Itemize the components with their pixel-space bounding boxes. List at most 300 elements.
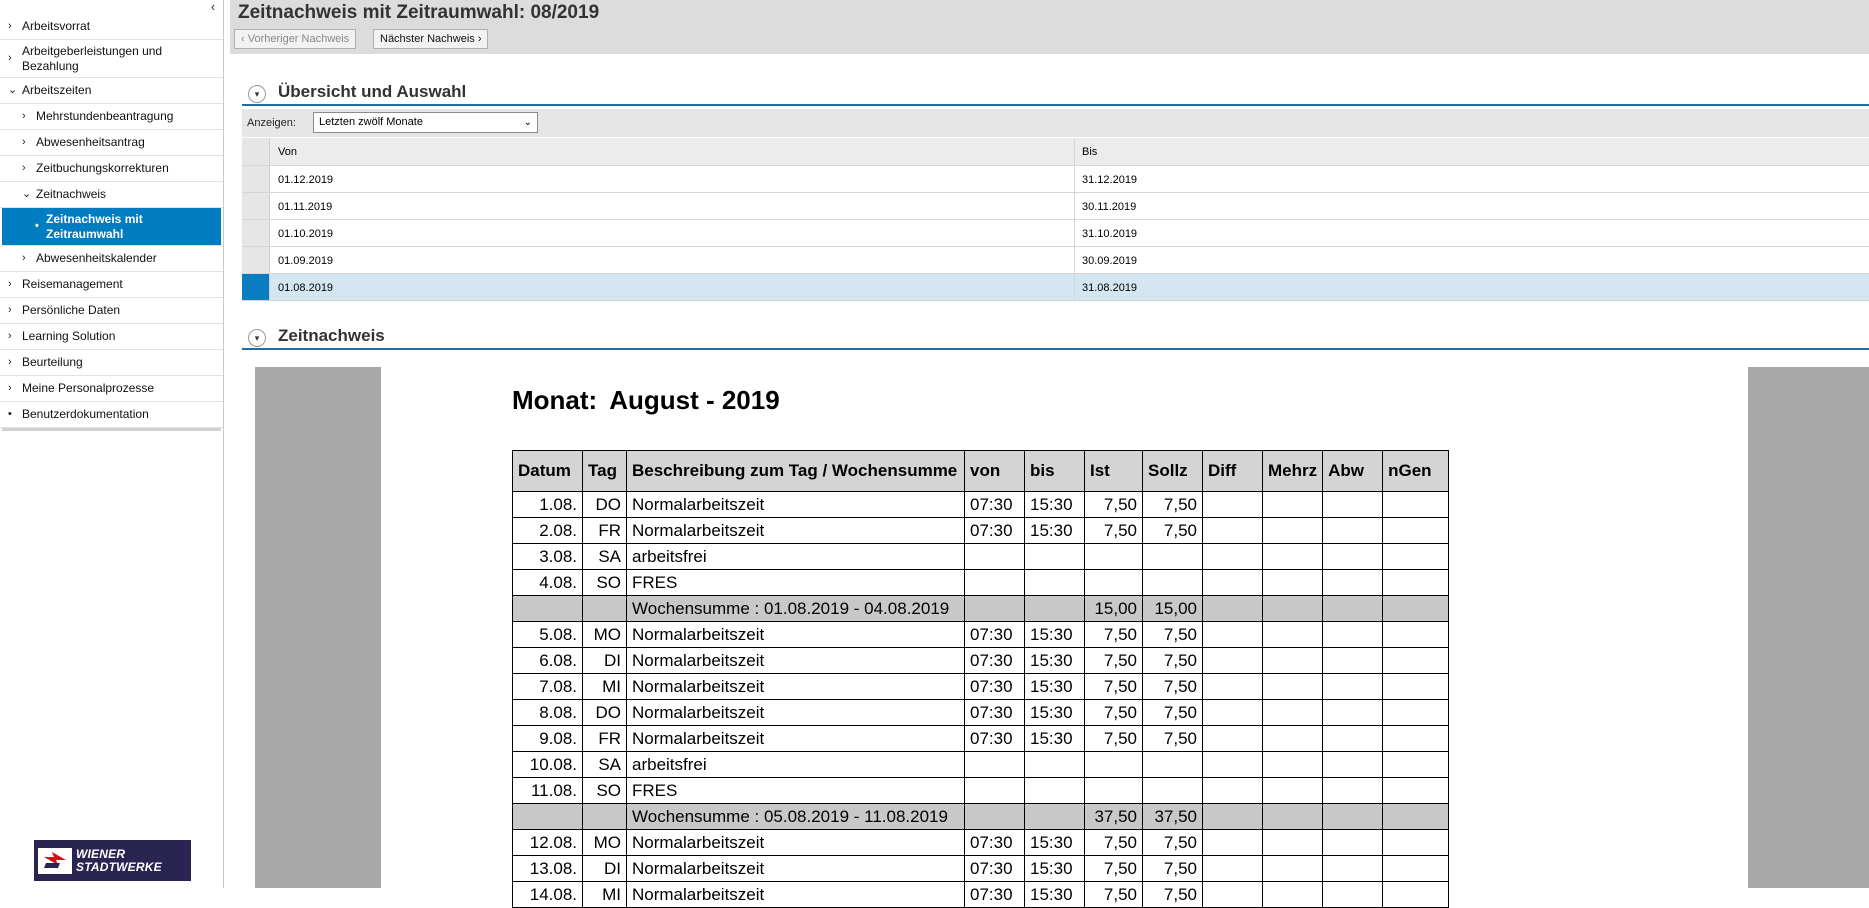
- cell-ist: 15,00: [1085, 596, 1143, 622]
- cell-von: 07:30: [965, 648, 1025, 674]
- cell-empty: [1263, 882, 1323, 908]
- period-table-header: [242, 138, 1869, 166]
- cell-empty: [1323, 726, 1383, 752]
- cell-tag: MO: [583, 622, 627, 648]
- day-row: [513, 518, 1449, 544]
- report-section-header: [242, 323, 1869, 350]
- day-row: [513, 674, 1449, 700]
- sidebar-item-label: Persönliche Daten: [22, 303, 121, 317]
- cell-empty: [1203, 544, 1263, 570]
- sidebar-item[interactable]: [0, 298, 223, 324]
- column-header: Abw: [1323, 451, 1383, 492]
- cell-empty: [1383, 492, 1449, 518]
- filter-bar: [242, 109, 1869, 137]
- cell-ist: 7,50: [1085, 674, 1143, 700]
- period-select[interactable]: [313, 112, 538, 133]
- cell-ist: 7,50: [1085, 492, 1143, 518]
- cell-desc: arbeitsfrei: [627, 752, 965, 778]
- period-row[interactable]: [242, 193, 1869, 220]
- cell-von: 07:30: [965, 882, 1025, 908]
- cell-empty: [1263, 674, 1323, 700]
- cell-desc: Normalarbeitszeit: [627, 648, 965, 674]
- cell-von: 07:30: [965, 830, 1025, 856]
- cell-desc: Normalarbeitszeit: [627, 856, 965, 882]
- period-row[interactable]: [242, 166, 1869, 193]
- period-to: 31.12.2019: [1082, 174, 1138, 186]
- cell-datum: 12.08.: [513, 830, 583, 856]
- cell-desc: Wochensumme : 05.08.2019 - 11.08.2019: [627, 804, 965, 830]
- period-row[interactable]: [242, 274, 1869, 301]
- day-row: [513, 544, 1449, 570]
- cell-datum: 8.08.: [513, 700, 583, 726]
- cell-desc: arbeitsfrei: [627, 544, 965, 570]
- cell-empty: [1323, 570, 1383, 596]
- cell-datum: 3.08.: [513, 544, 583, 570]
- cell-ist: [1085, 778, 1143, 804]
- day-row: [513, 856, 1449, 882]
- cell-empty: [1383, 882, 1449, 908]
- cell-empty: [1203, 622, 1263, 648]
- cell-tag: FR: [583, 518, 627, 544]
- cell-empty: [1323, 830, 1383, 856]
- cell-empty: [1383, 700, 1449, 726]
- cell-desc: Normalarbeitszeit: [627, 882, 965, 908]
- column-header-to[interactable]: Bis: [1082, 146, 1098, 158]
- overview-title: Übersicht und Auswahl: [278, 82, 467, 101]
- period-to: 31.08.2019: [1082, 282, 1138, 294]
- sidebar-item-label: Beurteilung: [22, 355, 83, 369]
- cell-empty: [1323, 882, 1383, 908]
- cell-datum: 5.08.: [513, 622, 583, 648]
- cell-tag: FR: [583, 726, 627, 752]
- cell-von: 07:30: [965, 674, 1025, 700]
- logo-mark-icon: [34, 840, 76, 881]
- cell-empty: [1323, 752, 1383, 778]
- chevron-right-icon: ›: [8, 52, 12, 64]
- cell-bis: 15:30: [1025, 882, 1085, 908]
- period-table: [242, 138, 1869, 301]
- period-to: 30.09.2019: [1082, 255, 1138, 267]
- cell-von: [965, 752, 1025, 778]
- period-from: 01.12.2019: [278, 174, 334, 186]
- row-selector[interactable]: [242, 166, 270, 192]
- cell-bis: 15:30: [1025, 622, 1085, 648]
- cell-von: 07:30: [965, 622, 1025, 648]
- document-viewer[interactable]: [255, 367, 1869, 904]
- cell-datum: 13.08.: [513, 856, 583, 882]
- cell-bis: 15:30: [1025, 648, 1085, 674]
- chevron-right-icon: ›: [22, 136, 26, 148]
- cell-bis: 15:30: [1025, 700, 1085, 726]
- column-header: Diff: [1203, 451, 1263, 492]
- cell-empty: [1263, 492, 1323, 518]
- chevron-down-icon: ⌄: [523, 117, 532, 128]
- cell-empty: [1203, 752, 1263, 778]
- cell-datum: [513, 596, 583, 622]
- cell-empty: [1203, 492, 1263, 518]
- cell-empty: [1323, 648, 1383, 674]
- cell-desc: Normalarbeitszeit: [627, 830, 965, 856]
- column-header: nGen: [1383, 451, 1449, 492]
- bullet-icon: •: [8, 408, 12, 420]
- cell-empty: [1203, 700, 1263, 726]
- cell-datum: 11.08.: [513, 778, 583, 804]
- cell-bis: 15:30: [1025, 830, 1085, 856]
- cell-empty: [1323, 804, 1383, 830]
- column-header: Mehrz: [1263, 451, 1323, 492]
- column-header: Beschreibung zum Tag / Wochensumme: [627, 451, 965, 492]
- column-header: Sollz: [1143, 451, 1203, 492]
- cell-bis: [1025, 778, 1085, 804]
- cell-ist: 7,50: [1085, 700, 1143, 726]
- cell-empty: [1323, 596, 1383, 622]
- day-row: [513, 492, 1449, 518]
- logo-text-line1: WIENER: [76, 846, 126, 861]
- cell-empty: [1383, 752, 1449, 778]
- period-to: 31.10.2019: [1082, 228, 1138, 240]
- cell-desc: Normalarbeitszeit: [627, 700, 965, 726]
- cell-von: [965, 596, 1025, 622]
- chevron-down-icon: ⌄: [8, 84, 18, 96]
- cell-sollz: 7,50: [1143, 726, 1203, 752]
- cell-tag: [583, 804, 627, 830]
- sidebar-item-label: Abwesenheitsantrag: [36, 135, 145, 149]
- collapse-overview-icon[interactable]: ▾: [248, 85, 266, 103]
- cell-desc: FRES: [627, 778, 965, 804]
- column-header: Datum: [513, 451, 583, 492]
- cell-tag: SA: [583, 752, 627, 778]
- day-row: [513, 570, 1449, 596]
- cell-von: 07:30: [965, 518, 1025, 544]
- cell-empty: [1263, 752, 1323, 778]
- report-section-title: Zeitnachweis: [278, 326, 385, 345]
- sidebar-item-label: Benutzerdokumentation: [22, 407, 149, 421]
- cell-von: 07:30: [965, 726, 1025, 752]
- cell-empty: [1323, 700, 1383, 726]
- sidebar-item[interactable]: [0, 40, 223, 78]
- sidebar-item[interactable]: [0, 324, 223, 350]
- cell-empty: [1383, 622, 1449, 648]
- cell-datum: 2.08.: [513, 518, 583, 544]
- select-all-cell[interactable]: [242, 138, 270, 165]
- day-row: [513, 830, 1449, 856]
- cell-tag: SO: [583, 778, 627, 804]
- cell-sollz: 7,50: [1143, 648, 1203, 674]
- document-page: [381, 367, 1748, 904]
- chevron-down-icon: ⌄: [22, 188, 32, 200]
- cell-von: [965, 544, 1025, 570]
- cell-sollz: [1143, 778, 1203, 804]
- sidebar-item[interactable]: [0, 130, 223, 156]
- cell-empty: [1323, 778, 1383, 804]
- overview-section-header: [242, 79, 1869, 106]
- cell-desc: Normalarbeitszeit: [627, 726, 965, 752]
- cell-von: [965, 778, 1025, 804]
- sidebar-item-label: Mehrstundenbeantragung: [36, 109, 174, 123]
- cell-datum: 6.08.: [513, 648, 583, 674]
- chevron-right-icon: ›: [8, 20, 12, 32]
- cell-empty: [1383, 596, 1449, 622]
- cell-desc: Normalarbeitszeit: [627, 622, 965, 648]
- cell-bis: 15:30: [1025, 856, 1085, 882]
- filter-label: Anzeigen:: [247, 117, 296, 129]
- month-heading: [512, 385, 780, 416]
- cell-bis: 15:30: [1025, 674, 1085, 700]
- sidebar-item[interactable]: [0, 246, 223, 272]
- month-label: Monat:: [512, 385, 598, 415]
- sidebar-item-label: Zeitnachweis mit Zeitraumwahl: [46, 211, 143, 241]
- cell-datum: 10.08.: [513, 752, 583, 778]
- cell-datum: 14.08.: [513, 882, 583, 908]
- cell-ist: 7,50: [1085, 882, 1143, 908]
- cell-empty: [1323, 544, 1383, 570]
- sidebar-item-label: Arbeitgeberleistungen und Bezahlung: [22, 43, 163, 73]
- cell-sollz: 7,50: [1143, 674, 1203, 700]
- cell-tag: DI: [583, 648, 627, 674]
- cell-sollz: 7,50: [1143, 856, 1203, 882]
- day-row: [513, 700, 1449, 726]
- cell-desc: Wochensumme : 01.08.2019 - 04.08.2019: [627, 596, 965, 622]
- cell-ist: 7,50: [1085, 856, 1143, 882]
- cell-desc: FRES: [627, 570, 965, 596]
- cell-bis: [1025, 596, 1085, 622]
- week-sum-row: [513, 596, 1449, 622]
- cell-empty: [1203, 804, 1263, 830]
- cell-empty: [1263, 856, 1323, 882]
- cell-empty: [1383, 856, 1449, 882]
- column-header-from[interactable]: Von: [278, 146, 297, 158]
- period-from: 01.08.2019: [278, 282, 334, 294]
- cell-empty: [1203, 882, 1263, 908]
- cell-tag: MI: [583, 674, 627, 700]
- chevron-right-icon: ›: [22, 252, 26, 264]
- sidebar-item-label: Abwesenheitskalender: [36, 251, 157, 265]
- day-row: [513, 882, 1449, 908]
- sidebar-item-label: Reisemanagement: [22, 277, 123, 291]
- cell-empty: [1383, 778, 1449, 804]
- cell-datum: 9.08.: [513, 726, 583, 752]
- cell-tag: DO: [583, 700, 627, 726]
- cell-empty: [1263, 518, 1323, 544]
- sidebar-item[interactable]: [0, 14, 223, 40]
- cell-empty: [1263, 778, 1323, 804]
- cell-empty: [1203, 726, 1263, 752]
- day-row: [513, 778, 1449, 804]
- cell-von: [965, 804, 1025, 830]
- cell-von: [965, 570, 1025, 596]
- cell-empty: [1323, 856, 1383, 882]
- cell-sollz: 7,50: [1143, 700, 1203, 726]
- cell-bis: 15:30: [1025, 518, 1085, 544]
- cell-sollz: 7,50: [1143, 882, 1203, 908]
- week-sum-row: [513, 804, 1449, 830]
- cell-von: 07:30: [965, 492, 1025, 518]
- sidebar-item[interactable]: [0, 182, 223, 208]
- period-row[interactable]: [242, 247, 1869, 274]
- period-from: 01.09.2019: [278, 255, 334, 267]
- cell-sollz: 15,00: [1143, 596, 1203, 622]
- sidebar-nav: [0, 14, 223, 431]
- row-selector[interactable]: [242, 193, 270, 219]
- chevron-right-icon: ›: [8, 330, 12, 342]
- sidebar-item-label: Meine Personalprozesse: [22, 381, 155, 395]
- cell-tag: MI: [583, 882, 627, 908]
- cell-sollz: 7,50: [1143, 830, 1203, 856]
- cell-empty: [1383, 648, 1449, 674]
- cell-ist: 7,50: [1085, 622, 1143, 648]
- cell-empty: [1203, 830, 1263, 856]
- cell-empty: [1323, 518, 1383, 544]
- cell-empty: [1323, 492, 1383, 518]
- cell-sollz: 7,50: [1143, 492, 1203, 518]
- sidebar-item-label: Arbeitszeiten: [22, 83, 92, 97]
- cell-empty: [1203, 856, 1263, 882]
- cell-ist: 7,50: [1085, 726, 1143, 752]
- chevron-right-icon: ›: [8, 278, 12, 290]
- sidebar-end-divider: [2, 428, 221, 431]
- cell-bis: 15:30: [1025, 726, 1085, 752]
- period-to: 30.11.2019: [1082, 201, 1137, 213]
- sidebar-item[interactable]: [0, 350, 223, 376]
- cell-desc: Normalarbeitszeit: [627, 518, 965, 544]
- cell-empty: [1263, 830, 1323, 856]
- collapse-report-icon[interactable]: ▾: [248, 329, 266, 347]
- day-row: [513, 726, 1449, 752]
- cell-empty: [1263, 596, 1323, 622]
- period-row[interactable]: [242, 220, 1869, 247]
- cell-empty: [1383, 830, 1449, 856]
- chevron-right-icon: ›: [22, 162, 26, 174]
- cell-empty: [1383, 804, 1449, 830]
- day-row: [513, 622, 1449, 648]
- sidebar-item[interactable]: [0, 402, 223, 428]
- cell-desc: Normalarbeitszeit: [627, 674, 965, 700]
- sidebar-item[interactable]: [0, 272, 223, 298]
- cell-tag: DI: [583, 856, 627, 882]
- cell-desc: Normalarbeitszeit: [627, 492, 965, 518]
- cell-empty: [1263, 804, 1323, 830]
- cell-tag: DO: [583, 492, 627, 518]
- month-value: August - 2019: [609, 385, 780, 415]
- cell-empty: [1203, 596, 1263, 622]
- cell-ist: [1085, 752, 1143, 778]
- bullet-icon: •: [35, 220, 39, 232]
- cell-sollz: [1143, 544, 1203, 570]
- cell-empty: [1203, 674, 1263, 700]
- cell-empty: [1263, 648, 1323, 674]
- cell-tag: SO: [583, 570, 627, 596]
- cell-empty: [1323, 622, 1383, 648]
- cell-bis: 15:30: [1025, 492, 1085, 518]
- row-selector[interactable]: [242, 274, 270, 300]
- cell-empty: [1203, 778, 1263, 804]
- sidebar-item[interactable]: [0, 156, 223, 182]
- cell-bis: [1025, 752, 1085, 778]
- cell-ist: 7,50: [1085, 518, 1143, 544]
- cell-bis: [1025, 804, 1085, 830]
- cell-datum: 4.08.: [513, 570, 583, 596]
- cell-datum: 1.08.: [513, 492, 583, 518]
- cell-empty: [1383, 518, 1449, 544]
- cell-empty: [1383, 726, 1449, 752]
- cell-empty: [1263, 726, 1323, 752]
- cell-sollz: 37,50: [1143, 804, 1203, 830]
- wiener-stadtwerke-logo: [34, 840, 191, 881]
- cell-von: 07:30: [965, 856, 1025, 882]
- period-from: 01.10.2019: [278, 228, 334, 240]
- main-content: [230, 0, 1869, 904]
- cell-empty: [1203, 570, 1263, 596]
- cell-sollz: 7,50: [1143, 622, 1203, 648]
- sidebar-item[interactable]: [2, 208, 221, 246]
- collapse-sidebar-icon[interactable]: ‹: [210, 0, 216, 14]
- chevron-right-icon: ›: [8, 356, 12, 368]
- previous-report-button[interactable]: ‹ Vorheriger Nachweis: [234, 29, 356, 49]
- cell-bis: [1025, 544, 1085, 570]
- cell-datum: 7.08.: [513, 674, 583, 700]
- cell-tag: SA: [583, 544, 627, 570]
- next-report-button[interactable]: Nächster Nachweis ›: [373, 29, 488, 49]
- cell-sollz: [1143, 570, 1203, 596]
- row-selector[interactable]: [242, 247, 270, 273]
- logo-text-line2: STADTWERKE: [76, 859, 162, 874]
- day-row: [513, 648, 1449, 674]
- row-selector[interactable]: [242, 220, 270, 246]
- sidebar-item-label: Arbeitsvorrat: [22, 19, 91, 33]
- cell-ist: [1085, 570, 1143, 596]
- period-select-value: Letzten zwölf Monate: [319, 116, 423, 128]
- sidebar: [0, 0, 224, 888]
- cell-datum: [513, 804, 583, 830]
- cell-empty: [1263, 544, 1323, 570]
- cell-empty: [1383, 570, 1449, 596]
- cell-empty: [1263, 700, 1323, 726]
- cell-empty: [1323, 674, 1383, 700]
- title-bar: [230, 0, 1869, 54]
- column-header: von: [965, 451, 1025, 492]
- page-title: Zeitnachweis mit Zeitraumwahl: 08/2019: [238, 2, 600, 23]
- column-header: Ist: [1085, 451, 1143, 492]
- cell-von: 07:30: [965, 700, 1025, 726]
- cell-empty: [1263, 570, 1323, 596]
- cell-empty: [1203, 518, 1263, 544]
- cell-empty: [1203, 648, 1263, 674]
- cell-tag: [583, 596, 627, 622]
- chevron-right-icon: ›: [8, 304, 12, 316]
- sidebar-item-label: Learning Solution: [22, 329, 116, 343]
- chevron-right-icon: ›: [22, 110, 26, 122]
- cell-sollz: 7,50: [1143, 518, 1203, 544]
- column-header: bis: [1025, 451, 1085, 492]
- cell-ist: 7,50: [1085, 830, 1143, 856]
- cell-ist: 37,50: [1085, 804, 1143, 830]
- cell-tag: MO: [583, 830, 627, 856]
- cell-empty: [1383, 674, 1449, 700]
- day-row: [513, 752, 1449, 778]
- cell-empty: [1263, 622, 1323, 648]
- chevron-right-icon: ›: [8, 382, 12, 394]
- sidebar-item-label: Zeitbuchungskorrekturen: [36, 161, 169, 175]
- sidebar-item[interactable]: [0, 78, 223, 104]
- column-header: Tag: [583, 451, 627, 492]
- sidebar-item[interactable]: [0, 376, 223, 402]
- period-from: 01.11.2019: [278, 201, 333, 213]
- cell-empty: [1383, 544, 1449, 570]
- sidebar-item[interactable]: [0, 104, 223, 130]
- cell-bis: [1025, 570, 1085, 596]
- cell-sollz: [1143, 752, 1203, 778]
- cell-ist: [1085, 544, 1143, 570]
